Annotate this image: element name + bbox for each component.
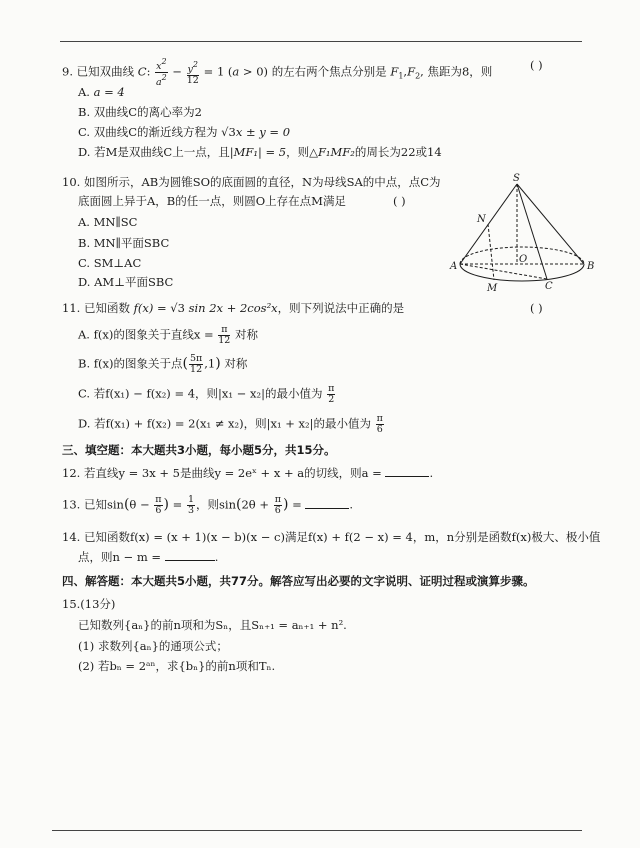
q10-option-a: A. MN∥SC [78,215,138,229]
question-13: 13. 已知sin(θ − $\frac{\pi}{6}$ ) = $\frac{1}{3}$ ，则sin(2θ + $\frac{\pi}{6}$ ) = . [62,494,354,516]
q9-option-b: B. 双曲线C的离心率为2 [78,105,202,119]
question-14-line-2: 点，则n − m = . [78,550,219,564]
q9-option-a: A. a = 4 [78,85,125,99]
question-15-part-2: (2) 若bₙ = 2ᵃⁿ，求{bₙ}的前n项和Tₙ. [78,659,276,673]
q13-answer-blank[interactable] [305,497,349,509]
q9-option-c: C. 双曲线C的渐近线方程为 √3x ± y = 0 [78,125,291,139]
q11-option-c: C. 若f(x₁) − f(x₂) = 4，则|x₁ − x₂|的最小值为 $\frac{\pi}{2}$ [78,383,335,405]
q14-answer-blank[interactable] [165,549,215,561]
cone-figure [446,172,596,294]
question-10-answer-paren: ( ) [393,194,406,208]
q11-option-a: A. f(x)的图象关于直线x = $\frac{\pi}{12}$ 对称 [78,324,259,346]
question-11-stem: 11. 已知函数 f(x) = √3 sin 2x + 2cos²x，则下列说法中正确的是 [62,301,405,315]
q9-option-d: D. 若M是双曲线C上一点，且|MF₁| = 5，则△F₁MF₂的周长为22或14 [78,145,442,159]
q10-option-c: C. SM⊥AC [78,256,142,270]
question-10-line-2: 底面圆上异于A，B的任一点，则圆O上存在点M满足 [78,194,346,208]
q10-option-b: B. MN∥平面SBC [78,236,170,250]
question-11-answer-paren: ( ) [530,301,543,315]
question-9-answer-paren: ( ) [530,58,543,72]
q11-option-d: D. 若f(x₁) + f(x₂) = 2(x₁ ≠ x₂)，则|x₁ + x₂|的最小值为 $\frac{\pi}{6}$ [78,413,383,435]
section-3-heading: 三、填空题：本大题共3小题，每小题5分，共15分。 [62,443,336,457]
label-A: A [450,261,458,272]
q12-answer-blank[interactable] [385,465,429,477]
question-15-part-1: (1) 求数列{aₙ}的通项公式； [78,639,228,653]
bottom-rule [52,830,582,831]
top-rule [60,41,582,42]
q10-option-d: D. AM⊥平面SBC [78,275,174,289]
question-12: 12. 若直线y = 3x + 5是曲线y = 2eˣ + x + a的切线，则a = . [62,466,434,480]
cone-base-front-arc [460,264,584,281]
section-4-heading: 四、解答题：本大题共5小题，共77分。解答应写出必要的文字说明、证明过程或演算步骤。 [62,574,535,588]
q11-option-b: B. f(x)的图象关于点( $\frac{5\pi}{12}$ ,1) 对称 [78,353,248,375]
question-15-stem: 已知数列{aₙ}的前n项和为Sₙ，且Sₙ₊₁ = aₙ₊₁ + n². [78,618,347,632]
label-M: M [487,283,498,294]
question-9-stem: 9. 已知双曲线 C: $\frac{x^2}{a^2}$ − $\frac{y^2}{12}$ = 1 (a > 0) 的左右两个焦点分别是 $F_1,F_2$, 焦距为8，则 [62,57,493,88]
label-B: B [587,261,595,272]
segment-AC [460,264,547,279]
label-O: O [519,254,528,265]
question-15-header: 15.(13分) [62,597,116,611]
generator-SB [517,184,584,264]
question-10-line-1: 10. 如图所示，AB为圆锥SO的底面圆的直径，N为母线SA的中点，点C为 [62,175,441,189]
label-N: N [477,214,486,225]
segment-NM [488,224,494,280]
label-C: C [545,281,553,292]
label-S: S [513,173,520,184]
question-14-line-1: 14. 已知函数f(x) = (x + 1)(x − b)(x − c)满足f(x) + f(2 − x) = 4，m，n分别是函数f(x)极大、极小值 [62,530,601,544]
